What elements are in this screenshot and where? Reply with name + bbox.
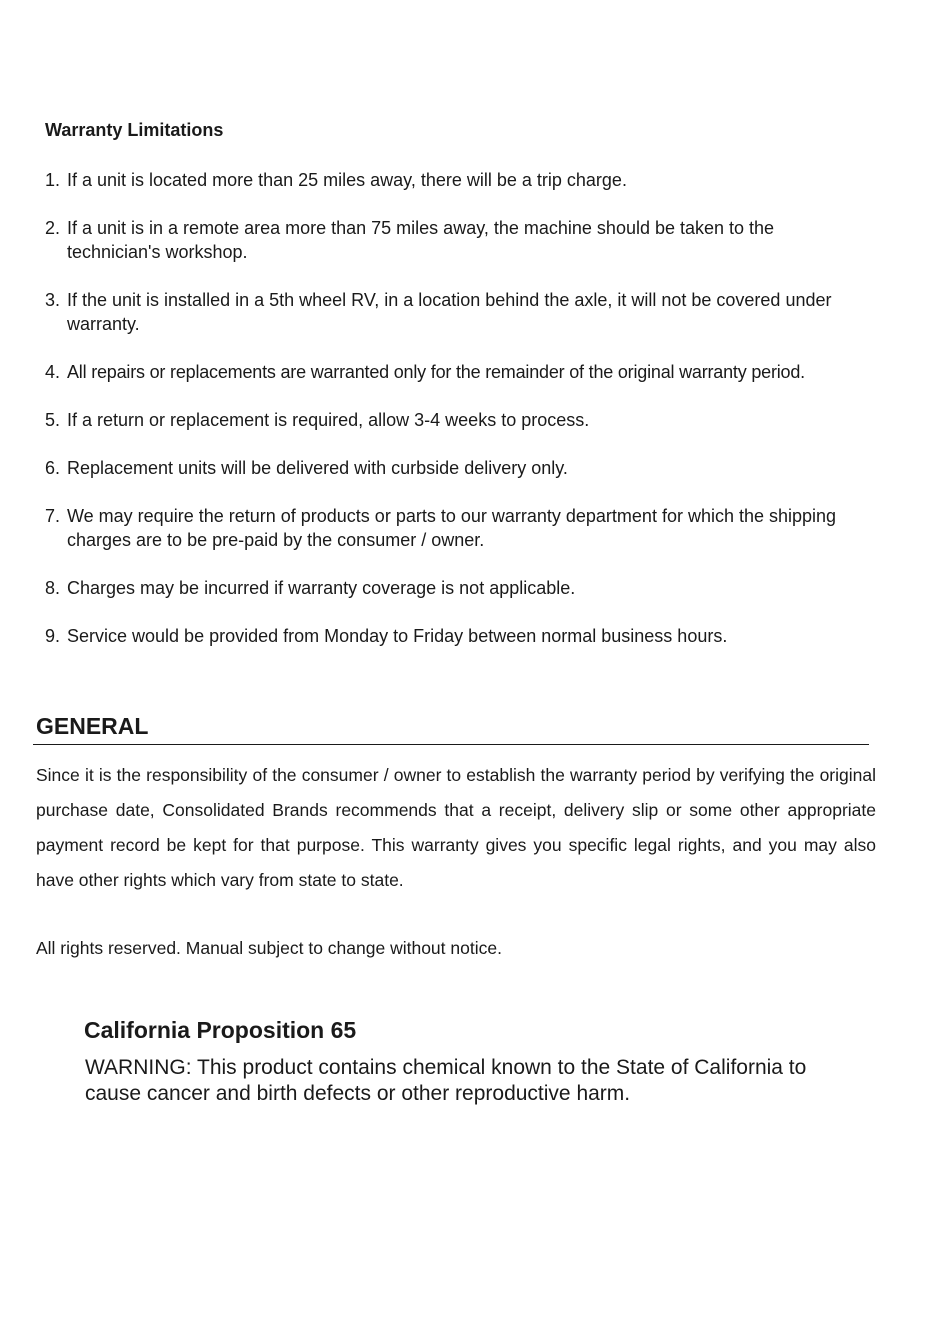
prop65-heading: California Proposition 65	[84, 1017, 357, 1043]
list-item	[45, 216, 915, 264]
list-item-number: 8.	[45, 578, 61, 598]
list-item	[45, 456, 915, 480]
list-item-text: If a unit is in a remote area more than 75 miles away, the machine should be taken to the technician's workshop.	[67, 218, 775, 262]
prop65-warning-text: WARNING: This product contains chemical known to the State of California to cause cancer and birth defects or other reproductive harm.	[85, 1056, 807, 1105]
list-item	[45, 624, 915, 648]
list-item	[45, 504, 915, 552]
list-item-number: 3.	[45, 290, 61, 310]
list-item-text: We may require the return of products or parts to our warranty department for which the shipping charges are to be pre-paid by the consumer / owner.	[67, 506, 837, 550]
list-item-number: 9.	[45, 626, 61, 646]
list-item	[45, 288, 915, 336]
list-item	[45, 360, 915, 384]
section-divider	[33, 744, 869, 745]
list-item-text: If the unit is installed in a 5th wheel RV, in a location behind the axle, it will not be covered under warranty.	[67, 290, 832, 334]
list-item	[45, 168, 915, 192]
warranty-limitations-heading: Warranty Limitations	[45, 120, 224, 140]
general-heading: GENERAL	[36, 713, 149, 739]
list-item-text: Replacement units will be delivered with curbside delivery only.	[67, 458, 568, 478]
list-item-number: 5.	[45, 410, 61, 430]
list-item	[45, 576, 915, 600]
list-item-text: If a unit is located more than 25 miles away, there will be a trip charge.	[67, 170, 627, 190]
list-item-number: 6.	[45, 458, 61, 478]
list-item-text: Charges may be incurred if warranty coverage is not applicable.	[67, 578, 576, 598]
list-item-number: 2.	[45, 218, 61, 238]
list-item-number: 7.	[45, 506, 61, 526]
list-item	[45, 408, 915, 432]
list-item-text: Service would be provided from Monday to Friday between normal business hours.	[67, 626, 728, 646]
general-paragraph: Since it is the responsibility of the consumer / owner to establish the warranty period by verifying the original purchase date, Consolidated Brands recommends that a receipt, delivery slip or some other appropriate payment record be kept for that purpose. This warranty gives you specific legal rights, and you may also have other rights which vary from state to state.	[36, 765, 876, 890]
list-item-text: All repairs or replacements are warranted only for the remainder of the original warranty period.	[67, 362, 805, 382]
list-item-number: 4.	[45, 362, 61, 382]
rights-notice: All rights reserved. Manual subject to change without notice.	[36, 938, 502, 958]
list-item-text: If a return or replacement is required, allow 3-4 weeks to process.	[67, 410, 590, 430]
list-item-number: 1.	[45, 170, 61, 190]
